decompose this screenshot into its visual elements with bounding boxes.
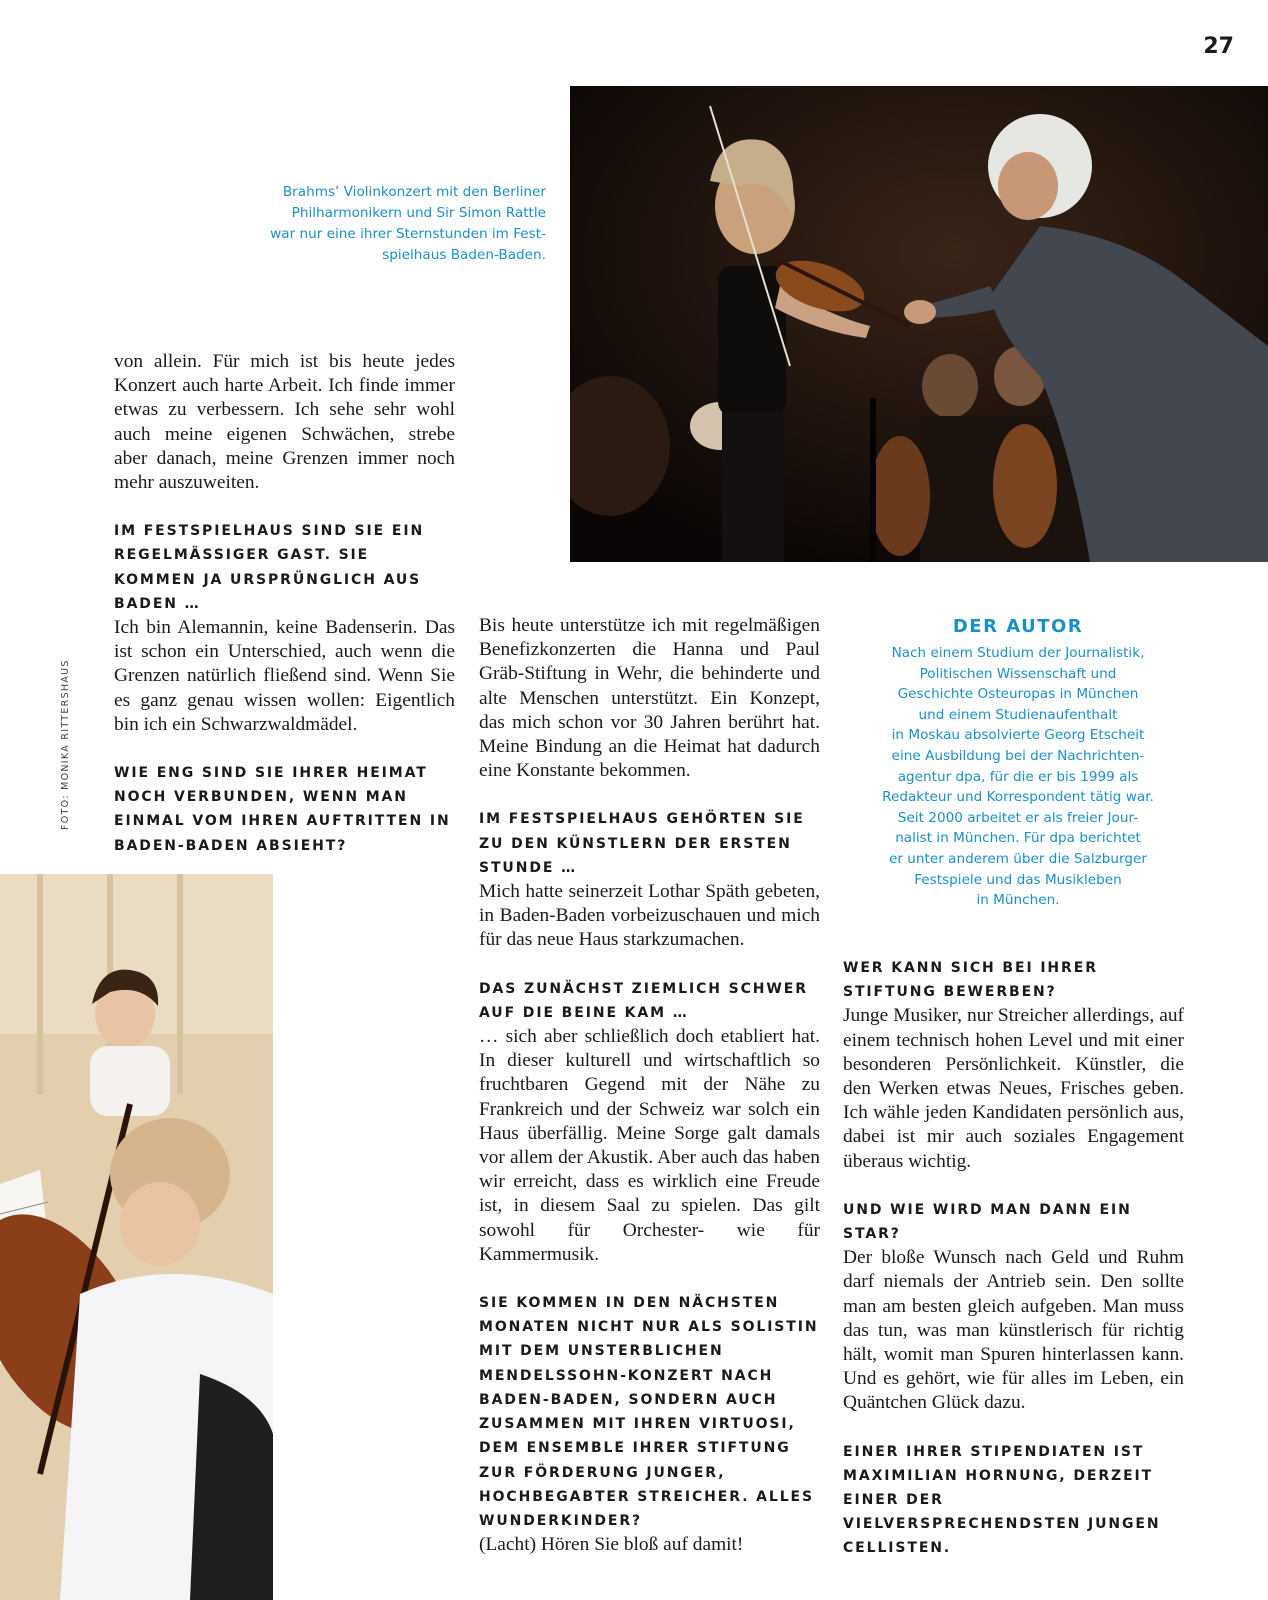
interview-answer: Ich bin Alemannin, keine Badenserin. Das ist schon ein Unterschied, auch wenn die Grenzen natürlich fließend sind. Wenn Sie es ganz genau wissen wollen: Eigentlich bin ich ein Schwarzwaldmädel. [114,617,455,735]
author-line: in München. [976,892,1060,909]
author-line: Geschichte Osteuropas in München [897,686,1139,703]
caption-line: Philharmonikern und Sir Simon Rattle [291,205,546,221]
author-line: in Moskau absolvierte Georg Etscheit [891,727,1145,744]
page-number: 27 [1203,34,1234,59]
interview-question: SIE KOMMEN IN DEN NÄCHSTEN MONATEN NICHT NUR ALS SOLISTIN MIT DEM UNSTERBLICHEN MENDELSSOHN-KONZERT NACH BADEN-BADEN, SONDERN AUCH ZUSAMMEN MIT IHREN VIRTUOSI, DEM ENSEMBLE IHRER STIFTUNG ZUR FÖRDERUNG JUNGER, HOCHBEGABTER STREICHER. ALLES WUNDERKINDER? [479,1295,819,1529]
author-box-title: DER AUTOR [952,616,1084,637]
interview-answer: Mich hatte seinerzeit Lothar Späth gebeten, in Baden-Baden vorbeizuschauen und mich für das neue Haus starkzumachen. [479,881,820,951]
interview-answer: (Lacht) Hören Sie bloß auf damit! [479,1534,744,1556]
caption-line: spielhaus Baden-Baden. [382,247,546,263]
right-column [843,956,1184,1561]
author-line: Seit 2000 arbeitet er als freier Jour- [897,809,1139,826]
author-line: Redakteur und Korrespondent tätig war. [882,789,1154,806]
interview-question: EINER IHRER STIPENDIATEN IST MAXIMILIAN HORNUNG, DERZEIT EINER DER VIELVERSPRECHENDSTEN JUNGEN CELLISTEN. [843,1443,1161,1557]
caption-line: Brahms’ Violinkonzert mit den Berliner [282,184,546,200]
author-line: Nach einem Studium der Journalistik, [891,645,1145,661]
concert-photo-illustration [570,86,1268,562]
photo-credit: FOTO: MONIKA RITTERSHAUS [60,659,71,830]
interview-answer: Junge Musiker, nur Streicher allerdings, auf einem technisch hohen Level und mit einer besonderen Persönlichkeit. Künstler, die den Werken etwas Neues, Frisches geben. Ich wähle jeden Kandidaten persönlich aus, dabei ist mir auch soziales Engagement überaus wichtig. [843,1005,1184,1172]
interview-answer: Bis heute unterstütze ich mit regelmäßigen Benefizkonzerten die Hanna und Paul Gräb-Stiftung in Wehr, die behinderte und alte Menschen unterstützt. Ein Konzept, das mich schon vor 30 Jahren berührt hat. Meine Bindung an die Heimat hat dadurch eine Konstante bekommen. [479,615,820,782]
interview-question: IM FESTSPIELHAUS SIND SIE EIN REGELMÄSSIGER GAST. SIE KOMMEN JA URSPRÜNGLICH AUS BADEN … [114,523,425,612]
author-line: nalist in München. Für dpa berichtet [895,830,1141,847]
photo-caption [230,182,546,266]
cellists-photo-illustration [0,874,273,1600]
author-box [855,616,1181,911]
left-column [114,350,455,858]
interview-question: DAS ZUNÄCHST ZIEMLICH SCHWER AUF DIE BEINE KAM … [479,980,808,1021]
author-line: eine Ausbildung bei der Nachrichten- [891,747,1145,764]
author-line: agentur dpa, für die er bis 1999 als [897,768,1139,785]
interview-question: WER KANN SICH BEI IHRER STIFTUNG BEWERBEN? [843,960,1098,1001]
interview-answer: … sich aber schließlich doch etabliert hat. In dieser kulturell und wirtschaftlich so fruchtbaren Gegend mit der Nähe zu Frankreich und der Schweiz war solch ein Haus überfällig. Meine Sorge galt damals vor allem der Akustik. Aber auch das haben wir erreicht, dass es wirklich eine Freude ist, in diesem Saal zu spielen. Das gilt sowohl für Orchester- wie für Kammermusik. [479,1026,820,1265]
paragraph: von allein. Für mich ist bis heute jedes Konzert auch harte Arbeit. Ich finde immer etwas zu verbessern. Ich sehe sehr wohl auch meine eigenen Schwächen, strebe aber danach, meine Grenzen immer noch mehr auszuweiten. [114,351,455,494]
interview-answer: Der bloße Wunsch nach Geld und Ruhm darf niemals der Antrieb sein. Den sollte man am besten gleich aufgeben. Man muss das tun, was man künstlerisch für richtig hält, womit man Spuren hinterlassen kann. Und es gehört, wie für alles im Leben, ein Quäntchen Glück dazu. [843,1247,1184,1414]
author-line: Festspiele und das Musikleben [914,871,1122,888]
author-line: er unter anderem über die Salzburger [889,850,1147,867]
author-line: Politischen Wissenschaft und [919,665,1117,682]
middle-column [479,614,820,1557]
caption-line: war nur eine ihrer Sternstunden im Fest- [270,226,546,242]
top-photo [570,86,1268,562]
interview-question: WIE ENG SIND SIE IHRER HEIMAT NOCH VERBUNDEN, WENN MAN EINMAL VOM IHREN AUFTRITTEN IN BADEN-BADEN ABSIEHT? [114,765,451,854]
interview-question: UND WIE WIRD MAN DANN EIN STAR? [843,1201,1132,1243]
bottom-photo [0,874,273,1600]
interview-question: IM FESTSPIELHAUS GEHÖRTEN SIE ZU DEN KÜNSTLERN DER ERSTEN STUNDE … [479,811,805,876]
author-line: und einem Studienaufenthalt [918,706,1118,723]
